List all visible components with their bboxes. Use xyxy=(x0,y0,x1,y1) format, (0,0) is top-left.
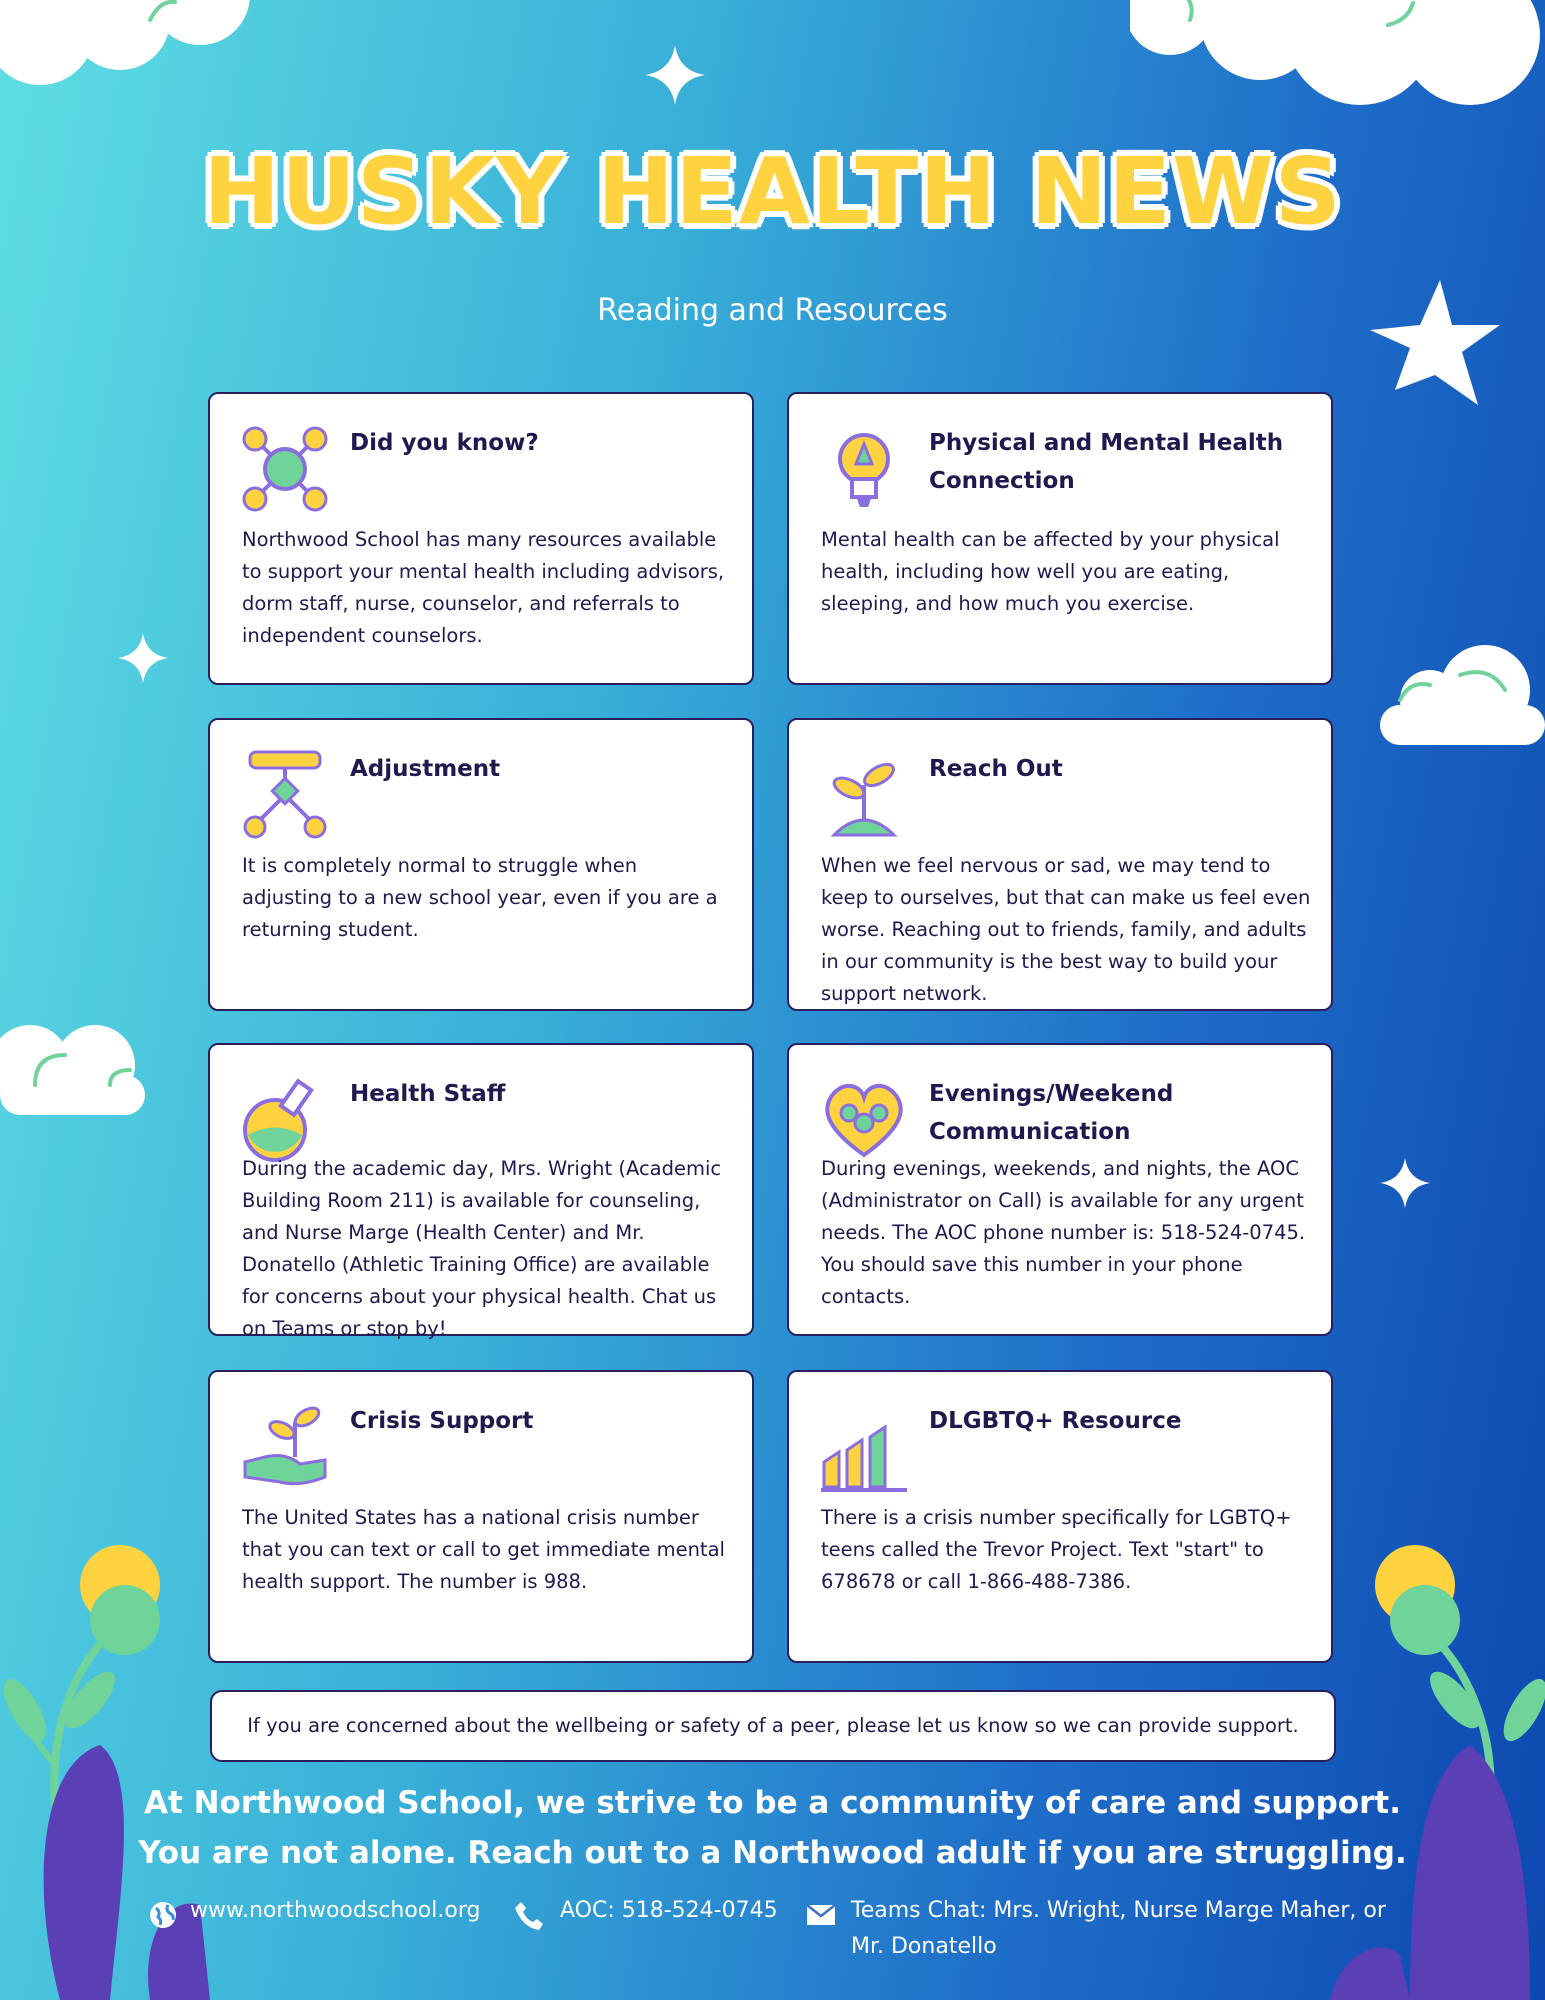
card-text: The United States has a national crisis number that you can text or call to get immediate mental health support. The number is 988. xyxy=(242,1506,725,1593)
card-title: Adjustment xyxy=(350,756,501,782)
closing-line-1: At Northwood School, we strive to be a community of care and support. xyxy=(144,1785,1401,1821)
aoc-phone: AOC: 518-524-0745 xyxy=(560,1898,778,1923)
mail-icon xyxy=(806,1903,836,1927)
card-text: It is completely normal to struggle when adjusting to a new school year, even if you are a returning student. xyxy=(242,854,718,941)
card-title: Reach Out xyxy=(929,756,1063,782)
cloud-top-right xyxy=(1130,0,1545,140)
card-title: Physical and Mental Health Connection xyxy=(929,430,1284,494)
globe-icon xyxy=(148,1900,178,1930)
card-text: There is a crisis number specifically for LGBTQ+ teens called the Trevor Project. Text "start" to 678678 or call 1-866-488-7386. xyxy=(821,1506,1292,1593)
card-crisis-support xyxy=(208,1370,754,1663)
card-adjustment xyxy=(208,718,754,1011)
card-title: DLGBTQ+ Resource xyxy=(929,1408,1182,1434)
closing-line-2: You are not alone. Reach out to a Northwood adult if you are struggling. xyxy=(138,1835,1407,1871)
card-text: Mental health can be affected by your physical health, including how well you are eating, sleeping, and how much you exercise. xyxy=(821,528,1280,615)
flowchart-icon xyxy=(240,750,330,840)
hand-plant-icon xyxy=(240,1402,330,1492)
lightbulb-icon xyxy=(819,424,909,514)
card-text: During the academic day, Mrs. Wright (Academic Building Room 211) is available for counseling, and Nurse Marge (Health Center) and Mr. Donatello (Athletic Training Office) are available for concerns about your physical health. Chat us on Teams or stop by! xyxy=(242,1157,722,1340)
card-title: Crisis Support xyxy=(350,1408,534,1434)
flower-plant-right xyxy=(1330,1535,1545,2000)
sparkle-icon xyxy=(1380,1158,1430,1208)
phone-icon xyxy=(513,1900,545,1932)
card-title: Did you know? xyxy=(350,430,539,456)
card-reach-out xyxy=(787,718,1333,1011)
teams-chat-line-2: Mr. Donatello xyxy=(851,1934,997,1959)
network-icon xyxy=(240,424,330,514)
cloud-left-mid xyxy=(0,1015,150,1115)
sparkle-icon xyxy=(118,633,168,683)
peer-concern-note: If you are concerned about the wellbeing or safety of a peer, please let us know so we can provide support. xyxy=(210,1690,1336,1762)
card-title: Evenings/Weekend Communication xyxy=(929,1081,1174,1145)
card-did-you-know xyxy=(208,392,754,685)
page-title: HUSKY HEALTH NEWS xyxy=(203,138,1342,245)
flask-icon xyxy=(240,1075,330,1165)
flower-plant-left xyxy=(0,1535,210,2000)
card-text: During evenings, weekends, and nights, the AOC (Administrator on Call) is available for any urgent needs. The AOC phone number is: 518-524-0745. You should save this number in your phone contacts. xyxy=(821,1157,1306,1308)
cloud-top-left xyxy=(0,0,260,100)
card-text: When we feel nervous or sad, we may tend to keep to ourselves, but that can make us feel even worse. Reaching out to friends, family, and adults in our community is the best way to build your support network. xyxy=(821,854,1311,1005)
sparkle-icon xyxy=(645,45,705,105)
heart-people-icon xyxy=(819,1075,909,1165)
card-dlgbtq-resource xyxy=(787,1370,1333,1663)
cloud-right-mid xyxy=(1380,645,1545,745)
page-subtitle: Reading and Resources xyxy=(597,293,948,328)
website-link[interactable]: www.northwoodschool.org xyxy=(190,1898,481,1923)
card-text: Northwood School has many resources available to support your mental health including advisors, dorm staff, nurse, counselor, and referrals to independent counselors. xyxy=(242,528,725,647)
teams-chat-line-1: Teams Chat: Mrs. Wright, Nurse Marge Maher, or xyxy=(851,1898,1386,1923)
card-title: Health Staff xyxy=(350,1081,506,1107)
sprout-icon xyxy=(819,750,909,840)
card-evenings-weekend xyxy=(787,1043,1333,1336)
card-health-staff xyxy=(208,1043,754,1340)
bar-chart-icon xyxy=(819,1402,909,1492)
card-physical-mental xyxy=(787,392,1333,685)
